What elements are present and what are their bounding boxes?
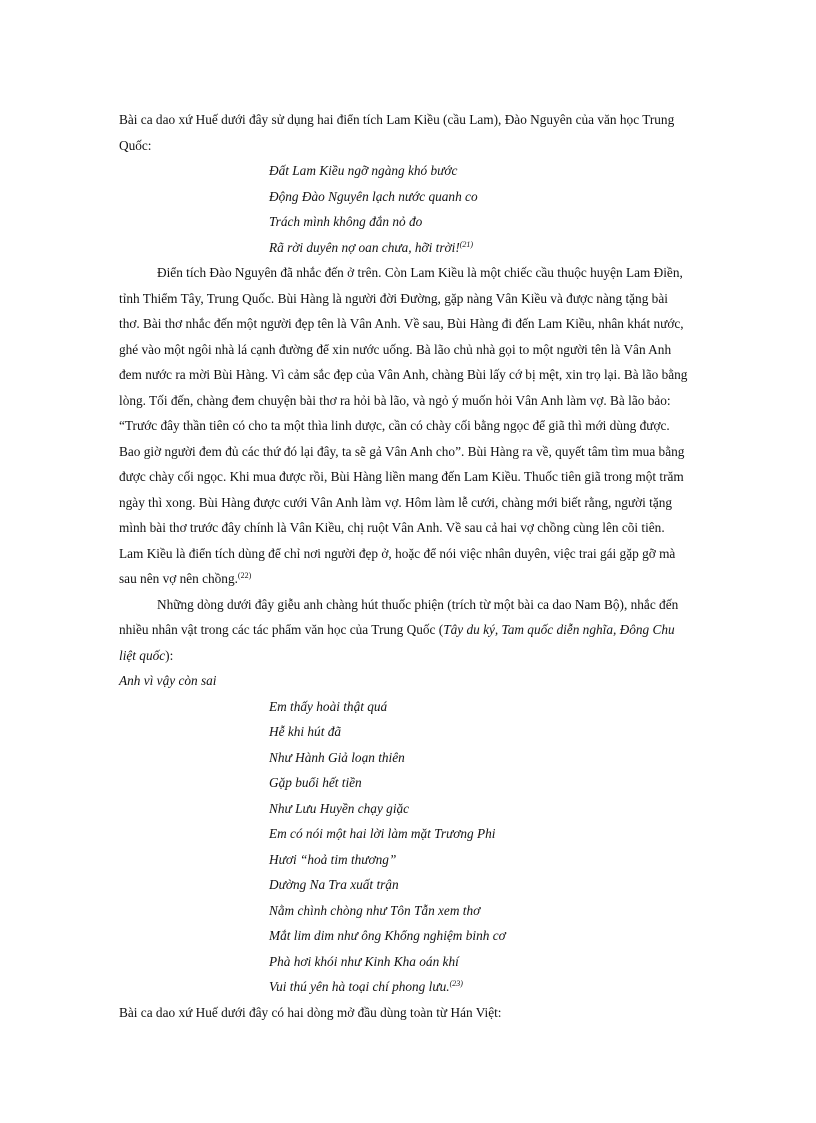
work-title: liệt quốc: [119, 648, 166, 663]
verse-line: Động Đào Nguyên lạch nước quanh co: [269, 189, 478, 204]
footnote-ref: (21): [459, 240, 474, 249]
verse-line: Trách mình không đắn nỏ đo: [269, 214, 423, 229]
footnote-ref: (23): [449, 979, 463, 988]
paragraph-line: đem nước ra mời Bùi Hàng. Vì cảm sắc đẹp của Vân Anh, chàng Bùi lấy cớ bị mệt, xin trọ lại. Bà lão bằng: [119, 367, 688, 382]
verse-line: Như Hành Giả loạn thiên: [269, 750, 405, 765]
paragraph-text: nhiều nhân vật trong các tác phẩm văn học của Trung Quốc (: [119, 622, 444, 637]
paragraph-line: [119, 622, 675, 638]
verse-line: Hươi “hoả tim thương”: [269, 852, 397, 867]
paragraph-line: ghé vào một ngôi nhà lá cạnh đường để xin nước uống. Bà lão chủ nhà gọi to một người tên là Vân Anh: [119, 342, 672, 357]
paragraph-text: ):: [165, 648, 174, 663]
paragraph-line: tỉnh Thiểm Tây, Trung Quốc. Bùi Hàng là người đời Đường, gặp nàng Vân Kiều và được nàng tặng bài: [119, 291, 668, 306]
paragraph-line: Những dòng dưới đây giễu anh chàng hút thuốc phiện (trích từ một bài ca dao Nam Bộ), nhắc đến: [157, 597, 679, 612]
verse-line: Em có nói một hai lời làm mặt Trương Phi: [269, 826, 496, 841]
paragraph-line: Bài ca dao xứ Huế dưới đây sử dụng hai điển tích Lam Kiều (cầu Lam), Đào Nguyên của văn học Trung: [119, 112, 675, 127]
paragraph-line: được chày cối ngọc. Khi mua được rồi, Bùi Hàng liền mang đến Lam Kiều. Thuốc tiên giã trong một trăm: [119, 469, 684, 484]
verse-line: Em thấy hoài thật quá: [269, 699, 388, 714]
footnote-ref: (22): [237, 571, 252, 580]
paragraph-line: Điển tích Đào Nguyên đã nhắc đến ở trên. Còn Lam Kiều là một chiếc cầu thuộc huyện Lam Điền,: [157, 265, 683, 280]
paragraph-line: thơ. Bài thơ nhắc đến một người đẹp tên là Vân Anh. Về sau, Bùi Hàng đi đến Lam Kiều, nhân khát nước,: [119, 316, 684, 331]
verse-line: Đất Lam Kiều ngỡ ngàng khó bước: [269, 163, 458, 178]
paragraph-line: [119, 571, 251, 587]
verse-text: Rã rời duyên nợ oan chưa, hỡi trời!: [269, 240, 460, 255]
verse-line: [269, 240, 473, 256]
paragraph-text: sau nên vợ nên chồng.: [119, 571, 238, 586]
verse-line: [269, 979, 463, 995]
work-titles: Tây du ký, Tam quốc diễn nghĩa, Đông Chu: [443, 622, 675, 637]
paragraph-line: “Trước đây thần tiên có cho ta một thìa linh dược, cần có chày cối bằng ngọc để giã thì mới dùng được.: [119, 418, 670, 433]
verse-line: Gặp buổi hết tiền: [269, 775, 362, 790]
verse-line: Dường Na Tra xuất trận: [269, 877, 399, 892]
verse-line: Nằm chình chòng như Tôn Tẫn xem thơ: [269, 903, 481, 918]
verse-line: Anh vì vậy còn sai: [119, 673, 217, 688]
paragraph-line: [119, 648, 173, 664]
verse-line: Phà hơi khói như Kinh Kha oán khí: [269, 954, 459, 969]
paragraph-line: lòng. Tối đến, chàng đem chuyện bài thơ ra hỏi bà lão, và ngỏ ý muốn hỏi Vân Anh làm vợ. Bà lão bảo:: [119, 393, 671, 408]
paragraph-line: Quốc:: [119, 138, 152, 153]
verse-line: Như Lưu Huyền chạy giặc: [269, 801, 410, 816]
verse-text: Vui thú yên hà toại chí phong lưu.: [269, 979, 450, 994]
verse-line: Mắt lim dim như ông Khổng nghiệm binh cơ: [269, 928, 506, 943]
paragraph-line: Bài ca dao xứ Huế dưới đây có hai dòng mở đầu dùng toàn từ Hán Việt:: [119, 1005, 502, 1020]
paragraph-line: ngày thì xong. Bùi Hàng được cưới Vân Anh làm vợ. Hôm làm lễ cưới, chàng mới biết rằng, người tặng: [119, 495, 673, 510]
paragraph-line: mình bài thơ trước đây chính là Vân Kiều, chị ruột Vân Anh. Về sau cả hai vợ chồng cùng lên cõi tiên.: [119, 520, 665, 535]
paragraph-line: Lam Kiều là điển tích dùng để chỉ nơi người đẹp ở, hoặc để nói việc nhân duyên, việc trai gái gặp gỡ mà: [119, 546, 676, 561]
paragraph-line: Bao giờ người đem đủ các thứ đó lại đây, ta sẽ gả Vân Anh cho”. Bùi Hàng ra về, quyết tâm tìm mua bằng: [119, 444, 685, 459]
verse-line: Hễ khi hút đã: [269, 724, 342, 739]
